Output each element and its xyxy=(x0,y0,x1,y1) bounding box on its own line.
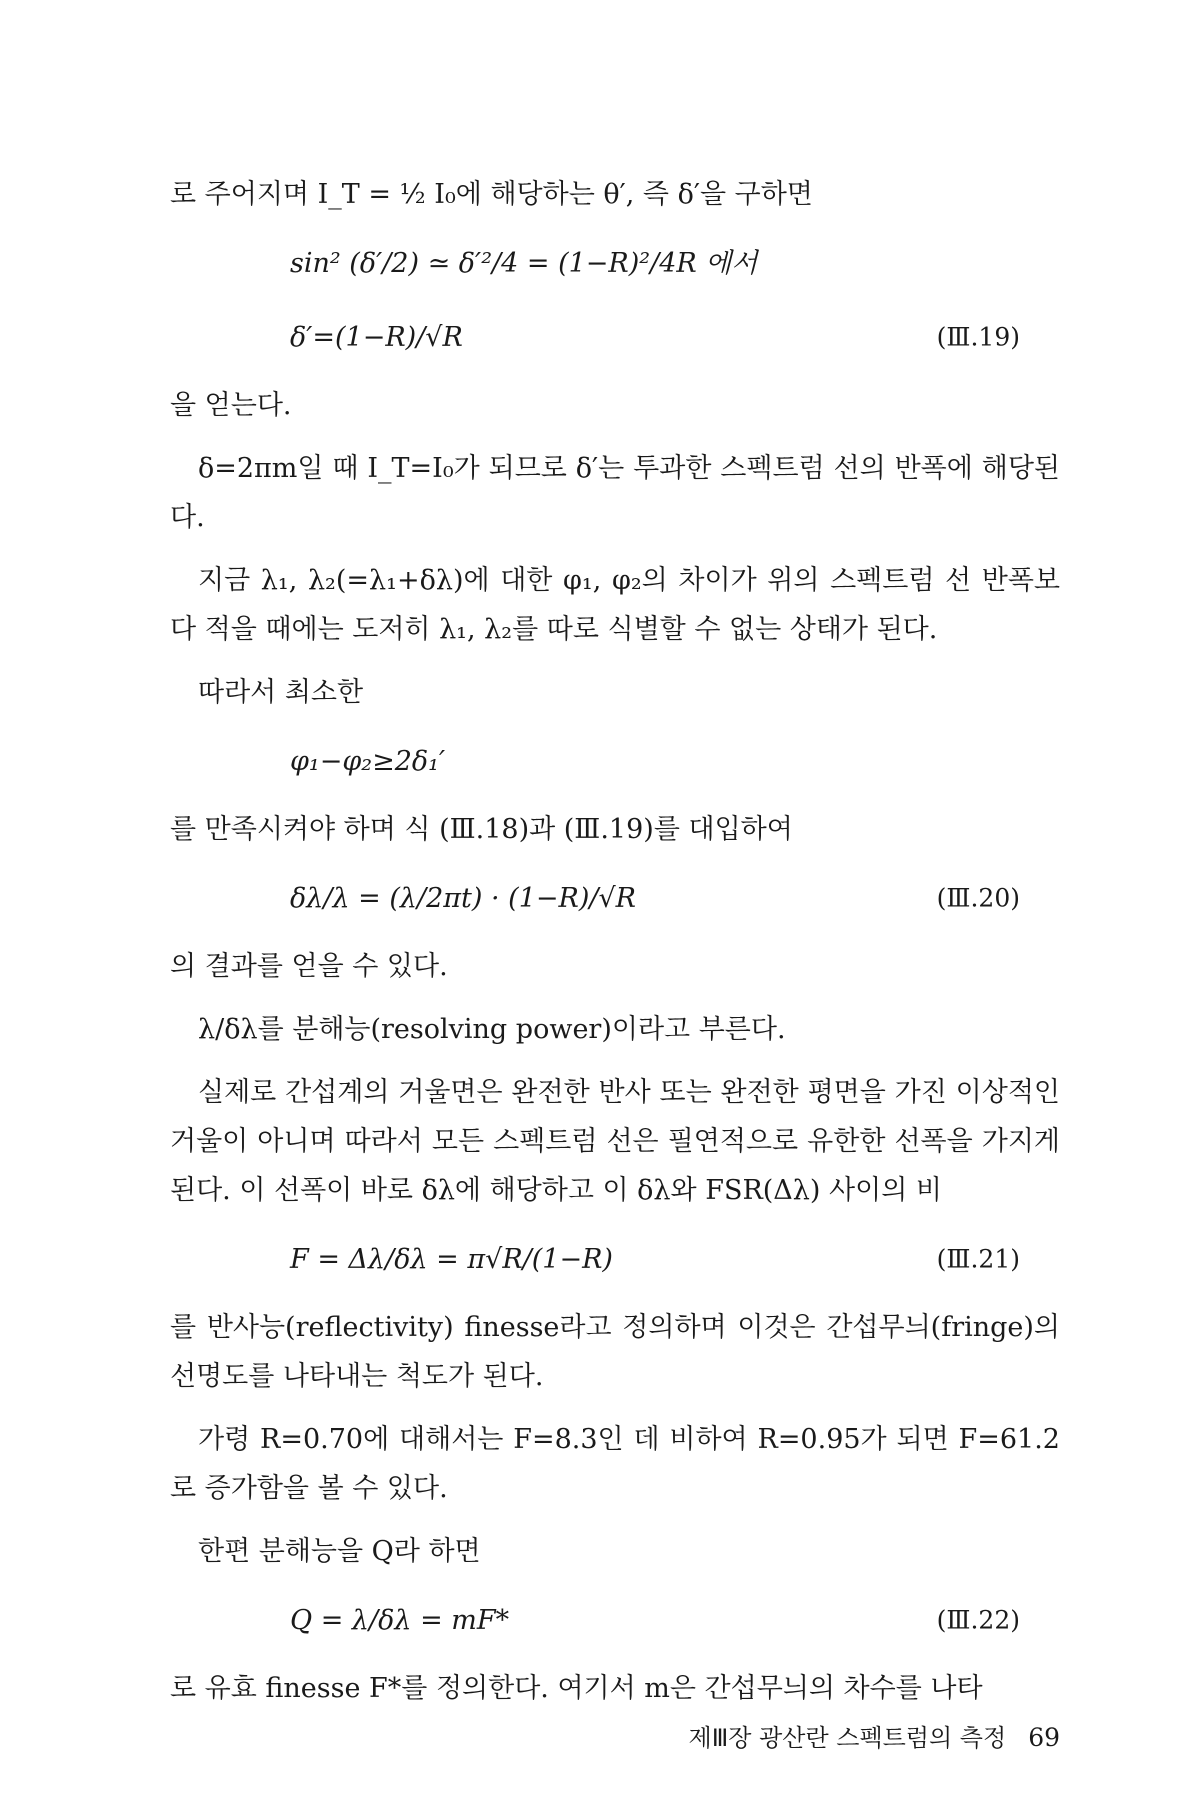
equation: F = Δλ/δλ = π√R/(1−R) xyxy=(290,1243,613,1275)
paragraph: 따라서 최소한 xyxy=(198,677,364,708)
page-number: 69 xyxy=(1028,1723,1060,1752)
equation: Q = λ/δλ = mF* xyxy=(290,1604,510,1636)
equation-number: (Ⅲ.21) xyxy=(936,1244,1020,1274)
paragraph: λ/δλ를 분해능(resolving power)이라고 부른다. xyxy=(198,1014,786,1045)
paragraph: 한편 분해능을 Q라 하면 xyxy=(198,1536,481,1567)
chapter-title: 제Ⅲ장 광산란 스펙트럼의 측정 xyxy=(688,1724,1007,1752)
equation: sin² (δ′/2) ≃ δ′²/4 = (1−R)²/4R 에서 xyxy=(290,247,758,279)
text-line: 로 주어지며 I_T = ½ I₀에 해당하는 θ′, 즉 δ′을 구하면 xyxy=(170,179,813,210)
paragraph: δ=2πm일 때 I_T=I₀가 되므로 δ′는 투과한 스펙트럼 선의 반폭에 해당된다. xyxy=(170,453,1060,533)
equation-row xyxy=(170,233,1060,293)
equation-number: (Ⅲ.19) xyxy=(936,322,1020,352)
equation: δ′=(1−R)/√R xyxy=(290,321,463,353)
equation-row xyxy=(170,307,1060,367)
page-footer xyxy=(689,1718,1060,1753)
equation-row xyxy=(170,1590,1060,1650)
equation-row xyxy=(170,731,1060,791)
paragraph: 의 결과를 얻을 수 있다. xyxy=(170,951,448,982)
paragraph: 지금 λ₁, λ₂(=λ₁+δλ)에 대한 φ₁, φ₂의 차이가 위의 스펙트럼 선 반폭보다 적을 때에는 도저히 λ₁, λ₂를 따로 식별할 수 없는 상태가 된다. xyxy=(170,565,1060,645)
paragraph: 를 반사능(reflectivity) finesse라고 정의하며 이것은 간섭무늬(fringe)의 선명도를 나타내는 척도가 된다. xyxy=(170,1312,1060,1392)
equation: φ₁−φ₂≥2δ₁′ xyxy=(290,745,446,777)
body-text xyxy=(170,170,1060,1727)
paragraph: 가령 R=0.70에 대해서는 F=8.3인 데 비하여 R=0.95가 되면 F=61.2로 증가함을 볼 수 있다. xyxy=(170,1424,1060,1504)
equation-number: (Ⅲ.20) xyxy=(936,883,1020,913)
equation-row xyxy=(170,1229,1060,1289)
equation-row xyxy=(170,868,1060,928)
equation: δλ/λ = (λ/2πt) · (1−R)/√R xyxy=(290,882,636,914)
text-line: 을 얻는다. xyxy=(170,390,292,421)
paragraph: 로 유효 finesse F*를 정의한다. 여기서 m은 간섭무늬의 차수를 나타 xyxy=(170,1673,983,1704)
equation-number: (Ⅲ.22) xyxy=(936,1605,1020,1635)
paragraph: 실제로 간섭계의 거울면은 완전한 반사 또는 완전한 평면을 가진 이상적인 거울이 아니며 따라서 모든 스펙트럼 선은 필연적으로 유한한 선폭을 가지게 된다. 이 선폭이 바로 δλ에 해당하고 이 δλ와 FSR(Δλ) 사이의 비 xyxy=(170,1077,1060,1206)
paragraph: 를 만족시켜야 하며 식 (Ⅲ.18)과 (Ⅲ.19)를 대입하여 xyxy=(170,814,793,845)
